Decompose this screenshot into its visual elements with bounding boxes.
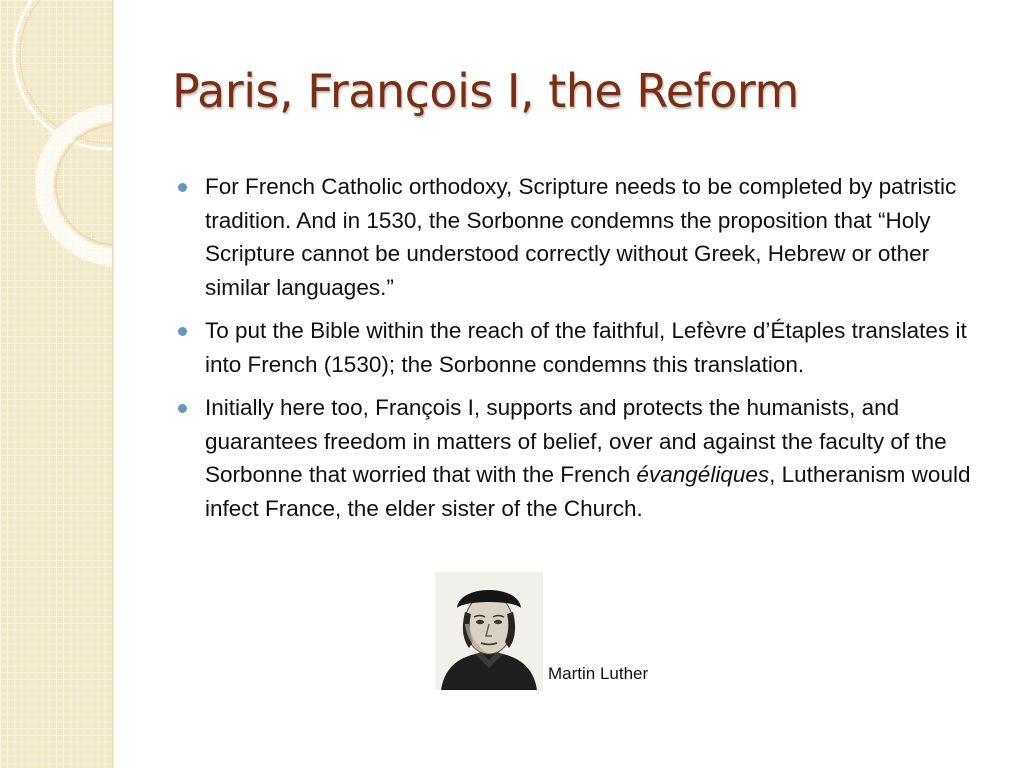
martin-luther-portrait: [435, 572, 543, 690]
portrait-engraving-icon: [435, 572, 543, 690]
slide-title: Paris, François I, the Reform: [172, 64, 799, 118]
bullet-item: [178, 314, 978, 381]
bullet-text: For French Catholic orthodoxy, Scripture needs to be completed by patristic tradition. And in 1530, the Sorbonne condemns the proposition that “Holy Scripture cannot be understood correctly without Greek, Hebrew or other similar languages.”: [205, 174, 957, 300]
bullet-dot-icon: [178, 404, 187, 413]
sidebar-edge: [112, 0, 115, 768]
bullet-text-italic: évangéliques: [636, 462, 770, 487]
bullet-dot-icon: [178, 183, 187, 192]
bullet-text: To put the Bible within the reach of the faithful, Lefèvre d’Étaples translates it into French (1530); the Sorbonne condemns this translation.: [205, 318, 967, 377]
bullet-text-before: Initially here too, François I, supports and protects the humanists, and guarantees freedom in matters of belief, over and against the faculty of the Sorbonne that worried that with the French: [205, 395, 947, 487]
bullet-list: [178, 170, 978, 535]
bullet-item: [178, 391, 978, 525]
sidebar-rings-decoration: [0, 0, 112, 768]
portrait-caption: Martin Luther: [548, 664, 649, 683]
bullet-dot-icon: [178, 327, 187, 336]
bullet-item: [178, 170, 978, 304]
decorative-sidebar: [0, 0, 112, 768]
bullet-text-after: , Lutheranism would infect France, the elder sister of the Church.: [205, 462, 971, 521]
